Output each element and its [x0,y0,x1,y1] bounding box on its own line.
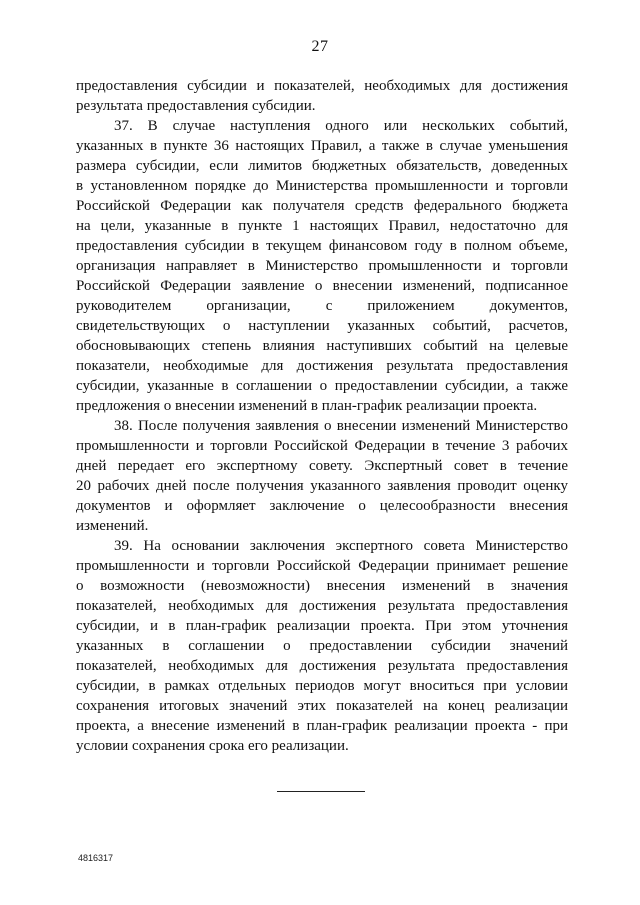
text-line: 37. В случае наступления одного или нескольких событий, [114,118,568,134]
text-line: дней передает его экспертному совету. Экспертный совет в течение [76,458,568,474]
text-line: о возможности (невозможности) внесения изменений в значения [76,578,568,594]
paragraph-item-38 [76,416,568,536]
text-line: субсидии, и в план-график реализации проекта. При этом уточнения [76,618,568,634]
text-line: на цели, указанные в пункте 1 настоящих Правил, недостаточно для [76,218,568,234]
document-body [76,76,568,756]
paragraph-item-39 [76,536,568,756]
text-line: показателей, необходимых для достижения результата предоставления [76,598,568,614]
text-line: Российской Федерации как получателя средств федерального бюджета [76,198,568,214]
text-line: свидетельствующих о наступлении указанных событий, расчетов, [76,318,568,334]
document-code: 4816317 [78,853,114,863]
text-line: организация направляет в Министерство промышленности и торговли [76,258,568,274]
text-line: изменений. [76,518,149,534]
text-line: промышленности и торговли Российской Федерации принимает решение [76,558,568,574]
text-line: указанных в пункте 36 настоящих Правил, а также в случае уменьшения [76,138,568,154]
page-number: 27 [311,38,329,55]
text-line: указанных в соглашении о предоставлении субсидии значений [76,638,568,654]
paragraph-item-37 [76,116,568,416]
text-line: Российской Федерации заявление о внесении изменений, подписанное [76,278,568,294]
text-line: результата предоставления субсидии. [76,98,316,114]
text-line: сохранения итоговых значений этих показателей на конец реализации [76,698,568,714]
text-line: промышленности и торговли Российской Федерации в течение 3 рабочих [76,438,568,454]
text-line: предложения о внесении изменений в план-график реализации проекта. [76,398,538,414]
text-line: субсидии, в рамках отдельных периодов могут вноситься при условии [76,678,568,694]
text-line: обосновывающих степень влияния наступивших событий на целевые [76,338,568,354]
text-line: показатели, необходимые для достижения результата предоставления [76,358,568,374]
paragraph-continuation [76,76,568,116]
text-line: 20 рабочих дней после получения указанного заявления проводит оценку [76,478,568,494]
text-line: документов и оформляет заключение о целесообразности внесения [76,498,568,514]
text-line: субсидии, указанные в соглашении о предоставлении субсидии, а также [76,378,568,394]
text-line: показателей, необходимых для достижения результата предоставления [76,658,568,674]
text-line: руководителем организации, с приложением документов, [76,298,568,314]
text-line: предоставления субсидии в текущем финансовом году в полном объеме, [76,238,568,254]
text-line: 38. После получения заявления о внесении изменений Министерство [114,418,568,434]
end-separator-line [277,791,365,792]
text-line: проекта, а внесение изменений в план-график реализации проекта - при [76,718,568,734]
text-line: предоставления субсидии и показателей, необходимых для достижения [76,78,568,94]
text-line: в установленном порядке до Министерства промышленности и торговли [76,178,568,194]
text-line: 39. На основании заключения экспертного совета Министерство [114,538,568,554]
text-line: условии сохранения срока его реализации. [76,738,349,754]
text-line: размера субсидии, если лимитов бюджетных обязательств, доведенных [76,158,568,174]
